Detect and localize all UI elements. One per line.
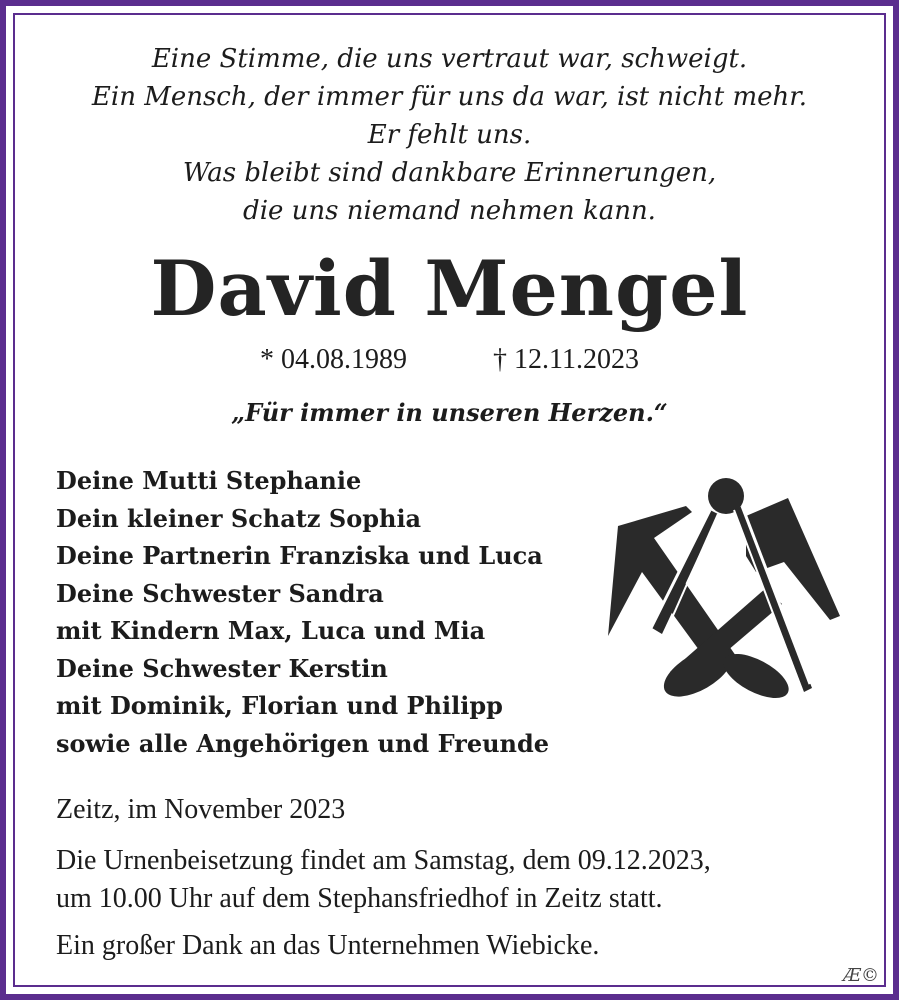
mourner-line: mit Kindern Max, Luca und Mia: [56, 616, 486, 645]
poem-line: Er fehlt uns.: [367, 120, 532, 150]
roofer-hammers-icon: [606, 476, 846, 708]
mourner-line: Deine Partnerin Franziska und Luca: [56, 541, 543, 570]
mourner-line: mit Dominik, Florian und Philipp: [56, 691, 503, 720]
poem-line: Ein Mensch, der immer für uns da war, ist nicht mehr.: [91, 82, 808, 112]
birth-date: * 04.08.1989: [260, 344, 408, 375]
publisher-mark: Æ©: [842, 965, 879, 986]
mourner-line: Deine Schwester Kerstin: [56, 653, 388, 683]
funeral-line: um 10.00 Uhr auf dem Stephansfriedhof in Zeitz statt.: [56, 883, 663, 914]
place-date: Zeitz, im November 2023: [56, 794, 346, 825]
life-dates: [0, 342, 899, 378]
poem-line: Was bleibt sind dankbare Erinnerungen,: [182, 158, 717, 188]
poem-line: Eine Stimme, die uns vertraut war, schweigt.: [151, 44, 748, 74]
deceased-name: David Mengel: [150, 244, 749, 333]
mourner-line: Deine Schwester Sandra: [56, 578, 384, 608]
mourner-line: Deine Mutti Stephanie: [56, 466, 362, 495]
poem: [20, 40, 879, 230]
funeral-line: Die Urnenbeisetzung findet am Samstag, dem 09.12.2023,: [56, 845, 711, 876]
poem-line: die uns niemand nehmen kann.: [243, 196, 656, 226]
thanks-note: Ein großer Dank an das Unternehmen Wiebicke.: [56, 930, 600, 961]
motto: „Für immer in unseren Herzen.“: [231, 398, 668, 427]
mourner-line: sowie alle Angehörigen und Freunde: [56, 728, 550, 758]
mourners-list: [56, 462, 549, 762]
mourner-line: Dein kleiner Schatz Sophia: [56, 503, 422, 533]
funeral-info: [56, 842, 711, 918]
death-date: † 12.11.2023: [493, 344, 639, 375]
